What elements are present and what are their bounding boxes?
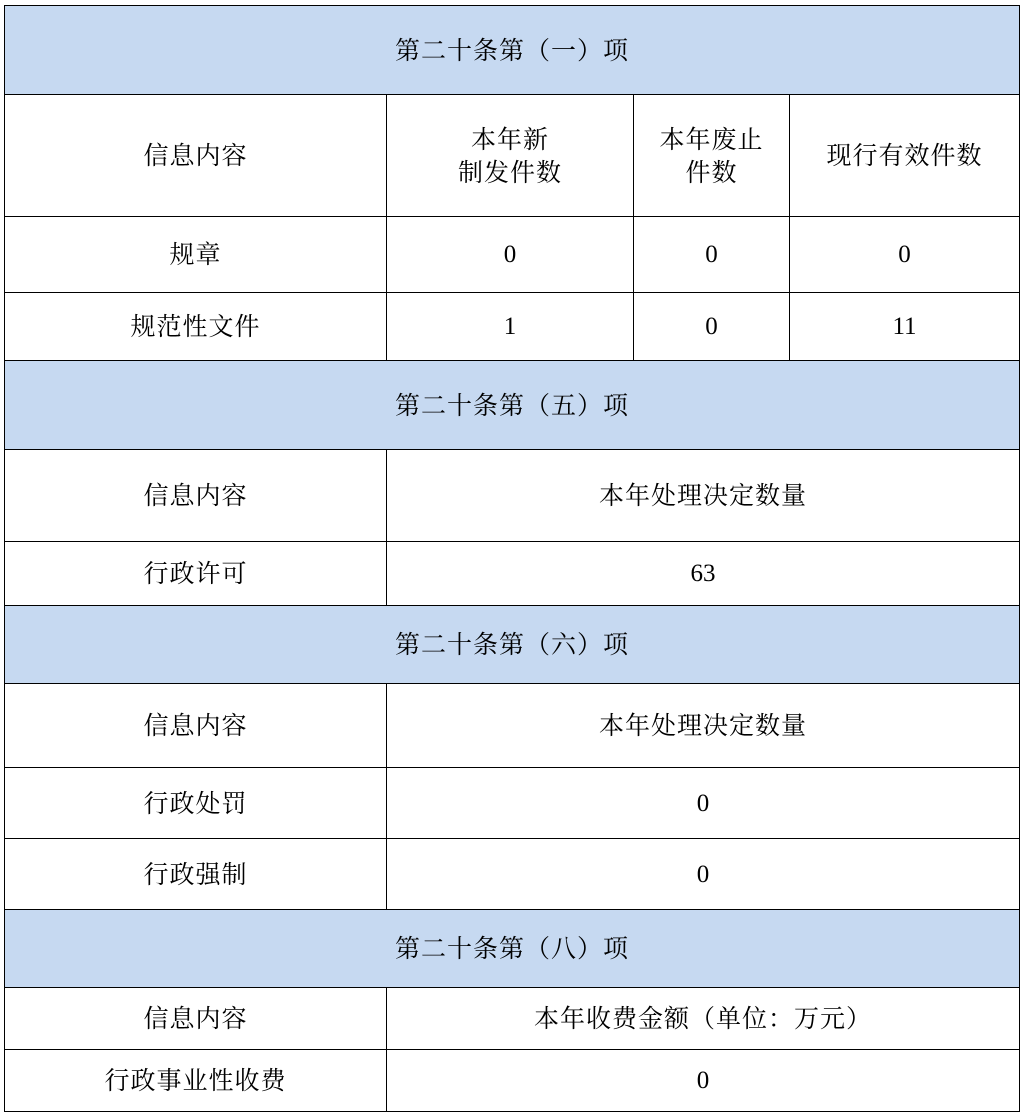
- column-header-row: [5, 684, 1020, 768]
- column-header-row: [5, 450, 1020, 542]
- table-row: [5, 768, 1020, 839]
- row-label: 行政处罚: [5, 768, 387, 839]
- row-value: 0: [387, 768, 1020, 839]
- new-issued-count: 0: [387, 217, 634, 293]
- row-label: 规章: [5, 217, 387, 293]
- header-line: 本年废止: [659, 124, 764, 154]
- section-title: 第二十条第（五）项: [5, 361, 1020, 450]
- abolished-count-header: [634, 95, 790, 217]
- row-label: 行政强制: [5, 839, 387, 910]
- header-line: 本年新: [470, 124, 549, 154]
- info-content-header: 信息内容: [5, 988, 387, 1050]
- info-content-header: 信息内容: [5, 684, 387, 768]
- header-line: 制发件数: [457, 157, 562, 187]
- section-header-row: [5, 606, 1020, 684]
- table-row: [5, 217, 1020, 293]
- abolished-count: 0: [634, 293, 790, 361]
- row-label: 行政许可: [5, 542, 387, 606]
- fee-amount-header: 本年收费金额（单位：万元）: [387, 988, 1020, 1050]
- row-value: 63: [387, 542, 1020, 606]
- decision-count-header: 本年处理决定数量: [387, 684, 1020, 768]
- abolished-count: 0: [634, 217, 790, 293]
- table-row: [5, 839, 1020, 910]
- section-header-row: [5, 6, 1020, 95]
- row-label: 行政事业性收费: [5, 1050, 387, 1112]
- info-content-header: 信息内容: [5, 95, 387, 217]
- section-header-row: [5, 910, 1020, 988]
- valid-count: 0: [790, 217, 1020, 293]
- column-header-row: [5, 95, 1020, 217]
- table-row: [5, 1050, 1020, 1112]
- row-label: 规范性文件: [5, 293, 387, 361]
- new-issued-count-header: [387, 95, 634, 217]
- row-value: 0: [387, 1050, 1020, 1112]
- section-header-row: [5, 361, 1020, 450]
- valid-count-header: 现行有效件数: [790, 95, 1020, 217]
- section-title: 第二十条第（一）项: [5, 6, 1020, 95]
- decision-count-header: 本年处理决定数量: [387, 450, 1020, 542]
- valid-count: 11: [790, 293, 1020, 361]
- new-issued-count: 1: [387, 293, 634, 361]
- column-header-row: [5, 988, 1020, 1050]
- table-row: [5, 293, 1020, 361]
- section-title: 第二十条第（六）项: [5, 606, 1020, 684]
- table-row: [5, 542, 1020, 606]
- header-line: 件数: [685, 157, 738, 187]
- disclosure-table: [4, 5, 1020, 1112]
- section-title: 第二十条第（八）项: [5, 910, 1020, 988]
- row-value: 0: [387, 839, 1020, 910]
- info-content-header: 信息内容: [5, 450, 387, 542]
